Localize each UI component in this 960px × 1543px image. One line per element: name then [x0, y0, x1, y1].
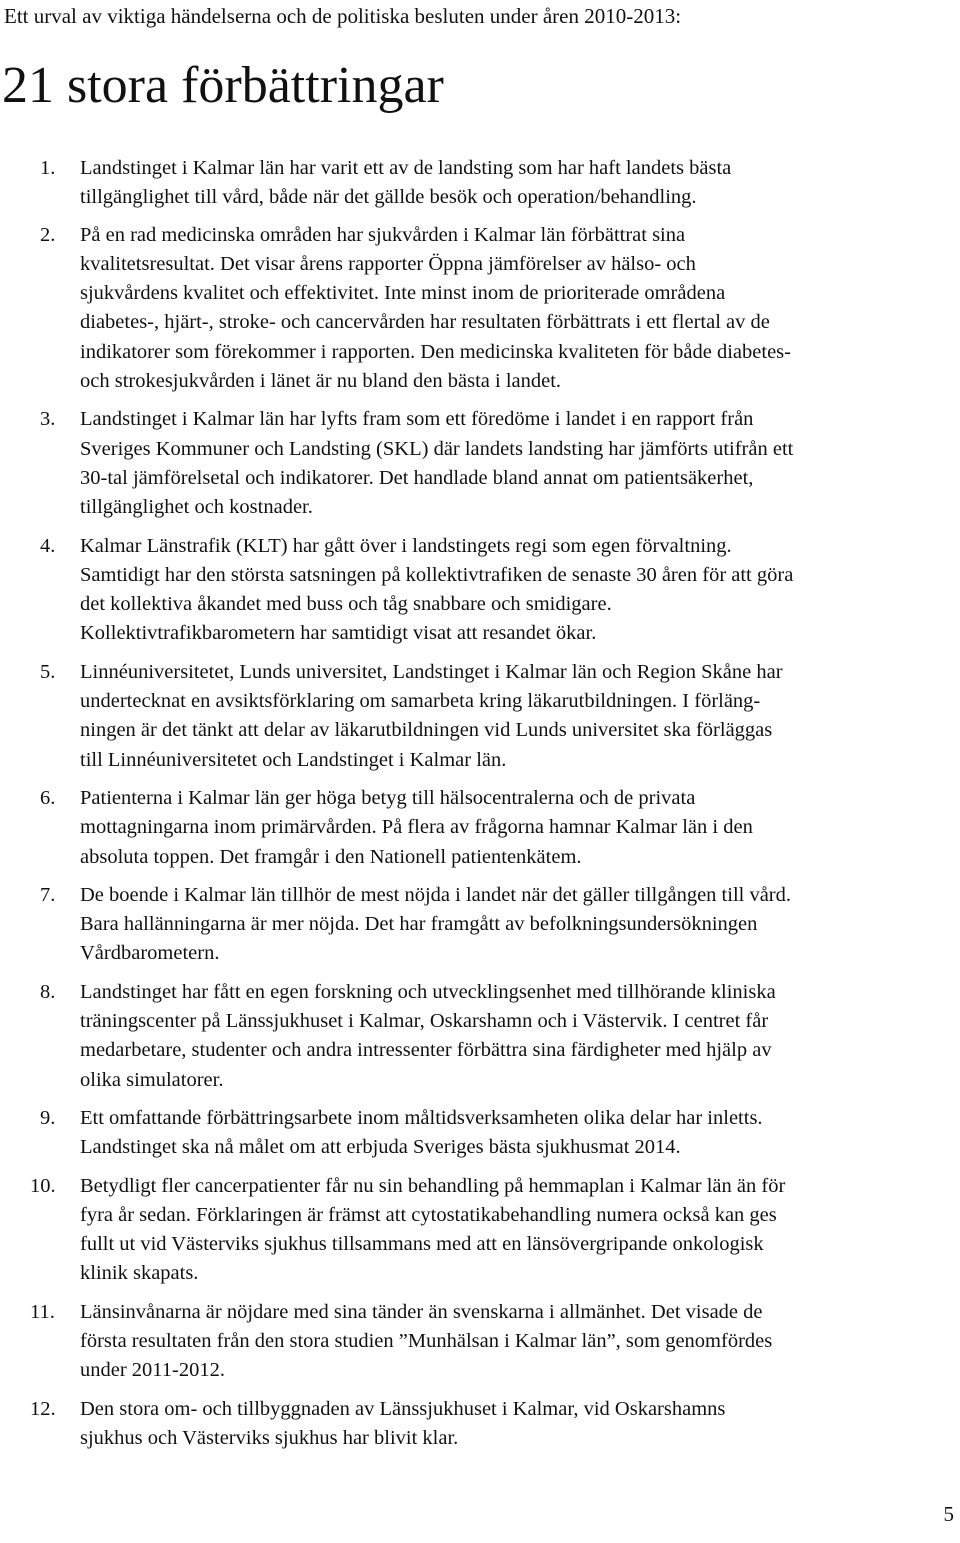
list-item	[0, 784, 960, 872]
item-text: De boende i Kalmar län tillhör de mest nöjda i landet när det gäller tillgången till vård. Bara hallänningarna är mer nöjda. Det har framgått av befolkningsundersökningen Vårdbarometern.	[80, 883, 792, 965]
item-number: 7.	[40, 883, 56, 906]
improvements-list	[0, 154, 960, 1462]
item-number: 1.	[40, 157, 56, 179]
item-number: 8.	[40, 980, 56, 1003]
item-text: Ett omfattande förbättringsarbete inom måltidsverksamheten olika delar har inletts. Landstinget ska nå målet om att erbjuda Sveriges bästa sjukhusmat 2014.	[80, 1106, 763, 1159]
page-title: 21 stora förbättringar	[2, 57, 444, 114]
item-text: Landstinget har fått en egen forskning och utvecklingsenhet med tillhörande kliniska träningscenter på Länssjukhuset i Kalmar, Oskarshamn och i Västervik. I centret får medarbetare, studenter och andra intressenter förbättra sina färdigheter med hjälp av olika simulatorer.	[80, 980, 776, 1091]
list-item	[0, 405, 960, 522]
item-text: På en rad medicinska områden har sjukvården i Kalmar län förbättrat sina kvalitetsresultat. Det visar årens rapporter Öppna jämförelser av hälso- och sjukvårdens kvalitet och effektivitet. Inte minst inom de prioriterade områdena diabetes-, hjärt-, stroke- och cancervården har resultaten förbättrats i ett flertal av de indikatorer som förekommer i rapporten. Den medicinska kvaliteten för både diabetes- och strokesjukvården i länet är nu bland den bästa i landet.	[80, 223, 791, 393]
item-number: 3.	[40, 408, 56, 431]
list-item	[0, 221, 960, 397]
item-number: 2.	[40, 223, 56, 246]
item-text: Patienterna i Kalmar län ger höga betyg till hälsocentralerna och de privata mottagningarna inom primärvården. På flera av frågorna hamnar Kalmar län i den absoluta toppen. Det framgår i den Nationell patientenkätem.	[80, 786, 753, 868]
item-number: 12.	[30, 1397, 56, 1420]
item-number: 9.	[40, 1106, 56, 1129]
list-item	[0, 1395, 960, 1454]
page-number: 5	[943, 1502, 954, 1526]
item-text: Linnéuniversitetet, Lunds universitet, Landstinget i Kalmar län och Region Skåne har undertecknat en avsiktsförklaring om samarbeta kring läkarutbildningen. I förläng- ningen är det tänkt att delar av läkarutbildningen vid Lunds universitet ska förläggas till Linnéuniversitetet och Landstinget i Kalmar län.	[80, 660, 783, 771]
item-text: Den stora om- och tillbyggnaden av Länssjukhuset i Kalmar, vid Oskarshamns sjukhus och Västerviks sjukhus har blivit klar.	[80, 1397, 726, 1449]
list-item	[0, 1172, 960, 1289]
item-text: Betydligt fler cancerpatienter får nu sin behandling på hemmaplan i Kalmar län än för fyra år sedan. Förklaringen är främst att cytostatikabehandling numera också kan ges fullt ut vid Västerviks sjukhus tillsammans med att en länsövergripande onkologisk klinik skapats.	[80, 1174, 786, 1285]
item-text: Landstinget i Kalmar län har varit ett av de landsting som har haft landets bästa tillgänglighet till vård, både när det gällde besök och operation/behandling.	[80, 157, 732, 209]
item-text: Länsinvånarna är nöjdare med sina tänder än svenskarna i allmänhet. Det visade de första resultaten från den stora studien ”Munhälsan i Kalmar län”, som genomfördes under 2011-2012.	[80, 1300, 773, 1382]
intro-text: Ett urval av viktiga händelserna och de politiska besluten under åren 2010-2013:	[4, 4, 682, 28]
list-item	[0, 1104, 960, 1163]
item-text: Landstinget i Kalmar län har lyfts fram som ett föredöme i landet i en rapport från Sveriges Kommuner och Landsting (SKL) där landets landsting har jämförts utifrån ett 30-tal jämförelsetal och indikatorer. Det handlade bland annat om patientsäkerhet, tillgänglighet och kostnader.	[80, 408, 794, 519]
item-number: 11.	[30, 1300, 55, 1323]
item-number: 6.	[40, 786, 56, 809]
item-number: 10.	[30, 1174, 56, 1197]
item-number: 5.	[40, 660, 56, 683]
item-number: 4.	[40, 534, 56, 557]
list-item	[0, 154, 960, 213]
list-item	[0, 658, 960, 775]
list-item	[0, 532, 960, 649]
list-item	[0, 1298, 960, 1386]
list-item	[0, 881, 960, 969]
item-text: Kalmar Länstrafik (KLT) har gått över i landstingets regi som egen förvaltning. Samtidigt har den största satsningen på kollektivtrafiken de senaste 30 åren för att göra det kollektiva åkandet med buss och tåg snabbare och smidigare. Kollektivtrafikbarometern har samtidigt visat att resandet ökar.	[80, 534, 794, 645]
list-item	[0, 978, 960, 1095]
